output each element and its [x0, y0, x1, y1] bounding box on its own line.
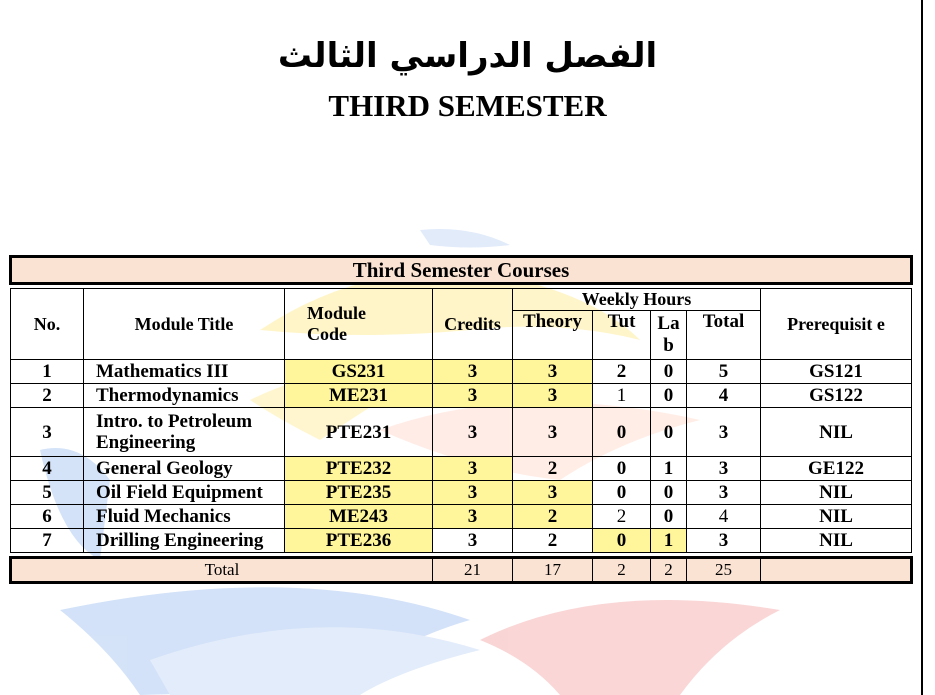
header-row — [11, 289, 912, 311]
cell-code: GS231 — [285, 360, 433, 384]
cell-prereq: NIL — [761, 505, 912, 529]
header-module-code — [285, 289, 433, 360]
cell-no: 1 — [11, 360, 84, 384]
table-row — [11, 360, 912, 384]
cell-lab: 1 — [651, 529, 687, 553]
page-title-english: THIRD SEMESTER — [328, 88, 607, 123]
cell-credits: 3 — [433, 481, 513, 505]
header-tut: Tut — [593, 311, 651, 360]
courses-table — [9, 255, 913, 584]
cell-prereq: NIL — [761, 529, 912, 553]
cell-code: PTE231 — [285, 408, 433, 457]
header-lab-line1: La — [657, 313, 680, 334]
cell-code: PTE232 — [285, 457, 433, 481]
cell-credits: 3 — [433, 457, 513, 481]
total-tut: 2 — [593, 558, 651, 583]
cell-title — [84, 408, 285, 457]
cell-credits: 3 — [433, 529, 513, 553]
table-row — [11, 457, 912, 481]
cell-prereq: NIL — [761, 408, 912, 457]
cell-lab: 1 — [651, 457, 687, 481]
cell-prereq: NIL — [761, 481, 912, 505]
cell-tut: 0 — [593, 457, 651, 481]
cell-total: 5 — [687, 360, 761, 384]
cell-title: Thermodynamics — [84, 384, 285, 408]
cell-total: 4 — [687, 505, 761, 529]
cell-credits: 3 — [433, 505, 513, 529]
cell-theory: 2 — [513, 505, 593, 529]
cell-title-line1: Intro. to Petroleum — [96, 411, 253, 432]
cell-credits: 3 — [433, 408, 513, 457]
page-title-arabic: الفصل الدراسي الثالث — [277, 36, 658, 76]
table-row — [11, 408, 912, 457]
cell-no: 5 — [11, 481, 84, 505]
cell-theory: 3 — [513, 408, 593, 457]
cell-no: 7 — [11, 529, 84, 553]
header-total: Total — [687, 311, 761, 360]
cell-total: 4 — [687, 384, 761, 408]
header-lab — [651, 311, 687, 360]
cell-prereq: GS122 — [761, 384, 912, 408]
header-weekly-hours: Weekly Hours — [513, 289, 761, 311]
cell-no: 3 — [11, 408, 84, 457]
header-module-title: Module Title — [84, 289, 285, 360]
cell-prereq: GS121 — [761, 360, 912, 384]
cell-title-line2: Engineering — [96, 432, 196, 453]
table-caption: Third Semester Courses — [11, 257, 912, 284]
cell-title: Mathematics III — [84, 360, 285, 384]
cell-theory: 3 — [513, 481, 593, 505]
cell-total: 3 — [687, 457, 761, 481]
cell-theory: 2 — [513, 457, 593, 481]
cell-credits: 3 — [433, 360, 513, 384]
totals-row — [11, 558, 912, 583]
table-row — [11, 481, 912, 505]
cell-tut: 0 — [593, 529, 651, 553]
cell-code: ME231 — [285, 384, 433, 408]
cell-no: 6 — [11, 505, 84, 529]
cell-tut: 2 — [593, 505, 651, 529]
cell-no: 2 — [11, 384, 84, 408]
cell-tut: 1 — [593, 384, 651, 408]
cell-title: Fluid Mechanics — [84, 505, 285, 529]
total-total: 25 — [687, 558, 761, 583]
cell-theory: 2 — [513, 529, 593, 553]
table-row — [11, 529, 912, 553]
cell-lab: 0 — [651, 505, 687, 529]
cell-tut: 0 — [593, 408, 651, 457]
cell-lab: 0 — [651, 481, 687, 505]
cell-lab: 0 — [651, 360, 687, 384]
total-lab: 2 — [651, 558, 687, 583]
cell-title: Oil Field Equipment — [84, 481, 285, 505]
table-row — [11, 505, 912, 529]
header-module-code-line2: Code — [307, 324, 347, 344]
table-caption-row — [11, 257, 912, 284]
cell-prereq: GE122 — [761, 457, 912, 481]
cell-code: PTE235 — [285, 481, 433, 505]
total-credits: 21 — [433, 558, 513, 583]
total-label: Total — [11, 558, 433, 583]
cell-total: 3 — [687, 529, 761, 553]
cell-no: 4 — [11, 457, 84, 481]
cell-total: 3 — [687, 408, 761, 457]
header-theory: Theory — [513, 311, 593, 360]
cell-lab: 0 — [651, 384, 687, 408]
header-no: No. — [11, 289, 84, 360]
header-prerequisite: Prerequisit e — [761, 289, 912, 360]
cell-tut: 0 — [593, 481, 651, 505]
header-credits: Credits — [433, 289, 513, 360]
header-module-code-line1: Module — [307, 303, 367, 323]
header-lab-line2: b — [663, 335, 674, 356]
cell-total: 3 — [687, 481, 761, 505]
cell-theory: 3 — [513, 384, 593, 408]
cell-title: General Geology — [84, 457, 285, 481]
total-prereq — [761, 558, 912, 583]
table-row — [11, 384, 912, 408]
total-theory: 17 — [513, 558, 593, 583]
cell-tut: 2 — [593, 360, 651, 384]
cell-lab: 0 — [651, 408, 687, 457]
cell-title: Drilling Engineering — [84, 529, 285, 553]
cell-theory: 3 — [513, 360, 593, 384]
cell-credits: 3 — [433, 384, 513, 408]
cell-code: ME243 — [285, 505, 433, 529]
cell-code: PTE236 — [285, 529, 433, 553]
